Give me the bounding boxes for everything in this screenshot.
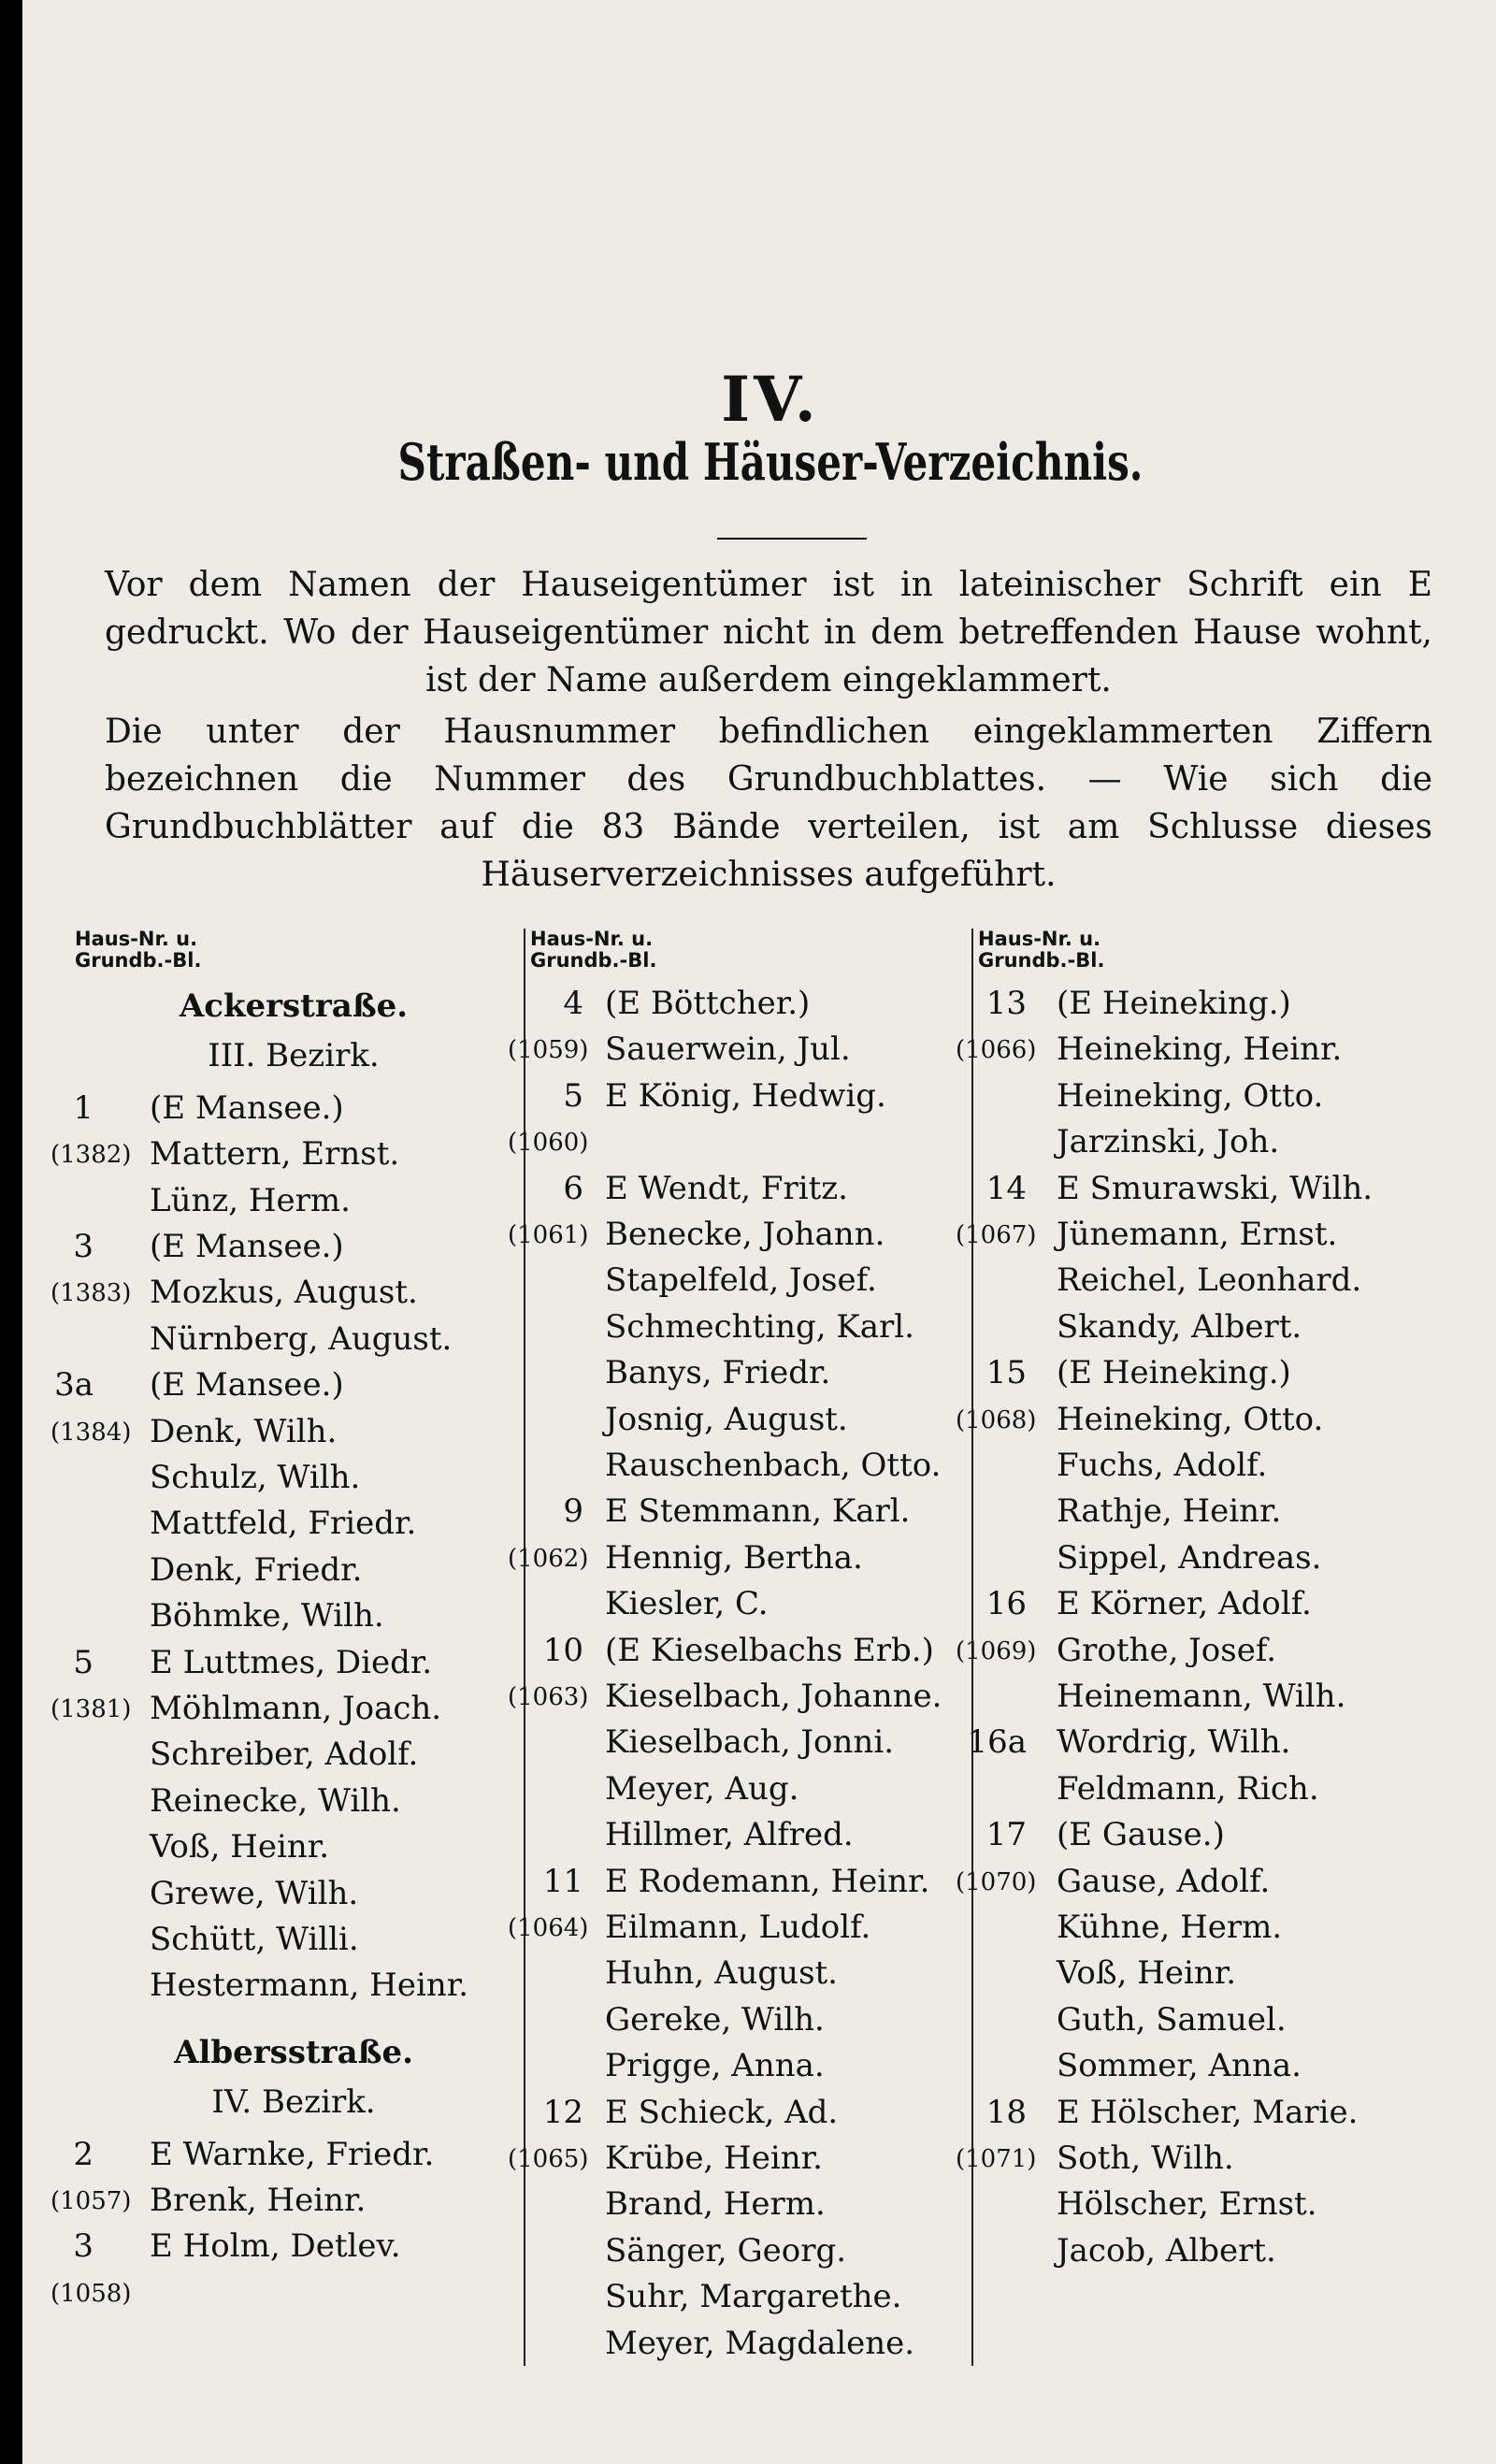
owner-name: Reichel, Leonhard. [1057, 1261, 1362, 1300]
house-number: 2 [73, 2135, 94, 2173]
directory-entry [22, 1354, 1496, 1399]
directory-entry [22, 1954, 1496, 1999]
owner-name: Josnig, August. [605, 1400, 848, 1438]
owner-name: E Rodemann, Heinr. [605, 1862, 930, 1900]
grundbuch-number: (1381) [50, 1695, 132, 1723]
house-number: 17 [985, 1816, 1027, 1854]
book-page [22, 0, 1496, 2464]
grundbuch-number: (1071) [956, 2145, 1037, 2173]
street-name: Ackerstraße. [179, 987, 409, 1025]
house-number: 12 [542, 2093, 583, 2131]
column-header-1 [75, 929, 201, 972]
house-number: 16 [985, 1585, 1027, 1623]
owner-name: Benecke, Johann. [605, 1216, 885, 1253]
district-label: III. Bezirk. [208, 1037, 380, 1075]
house-number: 18 [985, 2093, 1027, 2131]
owner-name: Schreiber, Adolf. [150, 1736, 419, 1774]
owner-name: Heinemann, Wilh. [1057, 1678, 1346, 1715]
owner-name: Rathje, Heinr. [1057, 1492, 1282, 1531]
owner-name: Böhmke, Wilh. [150, 1597, 384, 1635]
owner-name: Hölscher, Ernst. [1057, 2185, 1317, 2224]
column-header-line2: Grundb.-Bl. [530, 949, 657, 972]
column-header-line2: Grundb.-Bl. [978, 949, 1105, 972]
grundbuch-number: (1060) [508, 1129, 589, 1158]
directory-entry [22, 1308, 1496, 1353]
owner-name: Sänger, Georg. [605, 2231, 847, 2269]
owner-name: Grothe, Josef. [1057, 1631, 1277, 1669]
house-number: 10 [542, 1631, 583, 1669]
owner-name: E König, Hedwig. [605, 1076, 886, 1115]
intro-paragraph-2 [105, 708, 1432, 899]
intro-paragraph-1 [105, 561, 1432, 704]
grundbuch-number: (1057) [50, 2187, 132, 2215]
grundbuch-number: (1384) [50, 1418, 132, 1447]
owner-name: Mattern, Ernst. [150, 1135, 400, 1174]
owner-name: (E Mansee.) [150, 1228, 344, 1265]
owner-name: Sommer, Anna. [1057, 2047, 1302, 2085]
owner-name: Voß, Heinr. [150, 1828, 330, 1866]
house-number: 4 [563, 985, 583, 1022]
directory-entry [22, 1261, 1496, 1306]
column-header-line2: Grundb.-Bl. [75, 949, 202, 972]
grundbuch-number: (1058) [50, 2279, 132, 2308]
owner-name: Fuchs, Adolf. [1057, 1447, 1268, 1484]
owner-name: Gause, Adolf. [1057, 1862, 1271, 1900]
intro-text-2: Die unter der Hausnummer befindlichen eingeklammerten Ziffern bezeichnen die Nummer des Grundbuchblattes. — Wie sich die Grundbuchblätter auf die 83 Bände verteilen, ist am Schlusse dieses Häuserverzeichnisses aufgeführt. [105, 713, 1432, 894]
house-number: 5 [73, 1643, 94, 1681]
owner-name: Krübe, Heinr. [605, 2140, 823, 2177]
directory-entry [22, 2001, 1496, 2046]
owner-name: (E Mansee.) [150, 1366, 344, 1405]
owner-name: Huhn, August. [605, 1954, 838, 1993]
grundbuch-number: (1061) [508, 1221, 589, 1249]
house-number: 11 [542, 1862, 583, 1900]
owner-name: Mozkus, August. [150, 1274, 418, 1312]
owner-name: Sauerwein, Jul. [605, 1030, 851, 1069]
grundbuch-number: (1064) [508, 1914, 589, 1942]
directory-entry [22, 2047, 1496, 2092]
owner-name: Guth, Samuel. [1057, 2000, 1287, 2039]
house-number: 9 [563, 1492, 583, 1531]
owner-name: Heineking, Otto. [1057, 1076, 1324, 1115]
owner-name: Hennig, Bertha. [605, 1538, 863, 1577]
grundbuch-number: (1059) [508, 1036, 589, 1065]
owner-name: Heineking, Heinr. [1057, 1030, 1343, 1069]
page-title: Straßen- und Häuser-Verzeichnis. [397, 432, 1144, 492]
directory-entry [22, 1447, 1496, 1491]
grundbuch-number: (1383) [50, 1279, 132, 1308]
owner-name: Eilmann, Ludolf. [605, 1909, 871, 1946]
owner-name: Schulz, Wilh. [150, 1459, 361, 1496]
house-number: 6 [563, 1169, 583, 1207]
directory-entry [22, 1863, 1496, 1908]
grundbuch-number: (1067) [956, 1221, 1037, 1249]
column-header-line1: Haus-Nr. u. [978, 928, 1101, 950]
house-number: 15 [985, 1354, 1027, 1392]
directory-entry [22, 1492, 1496, 1537]
directory-entry [22, 1723, 1496, 1768]
owner-name: Kieselbach, Johanne. [605, 1678, 942, 1715]
owner-name: Soth, Wilh. [1057, 2140, 1234, 2177]
owner-name: Hestermann, Heinr. [150, 1967, 469, 2005]
directory-entry [22, 985, 1496, 1030]
directory-entry [22, 1770, 1496, 1815]
directory-entry [22, 2232, 1496, 2277]
street-name: Albersstraße. [174, 2033, 413, 2071]
owner-name: Suhr, Margarethe. [605, 2278, 902, 2316]
owner-name: Jarzinski, Joh. [1057, 1123, 1280, 1161]
title-rule [717, 538, 867, 540]
house-number: 14 [985, 1169, 1027, 1207]
house-number: 3a [54, 1366, 94, 1405]
owner-name: E Stemmann, Karl. [605, 1492, 911, 1531]
directory-entry [22, 1123, 1496, 1168]
owner-name: Banys, Friedr. [605, 1354, 831, 1392]
directory-entry [22, 2140, 1496, 2184]
owner-name: E Hölscher, Marie. [1057, 2093, 1359, 2131]
directory-entry [22, 1909, 1496, 1953]
owner-name: E Körner, Adolf. [1057, 1585, 1312, 1623]
owner-name: (E Mansee.) [150, 1088, 344, 1127]
directory-entry [22, 2094, 1496, 2139]
owner-name: Jacob, Albert. [1057, 2231, 1276, 2269]
owner-name: Denk, Friedr. [150, 1550, 363, 1589]
house-number: 1 [73, 1088, 94, 1127]
column-header-3 [978, 929, 1104, 972]
directory-entry [22, 2185, 1496, 2230]
intro-text-1: Vor dem Namen der Hauseigentümer ist in lateinischer Schrift ein E gedruckt. Wo der Hauseigentümer nicht in dem betreffenden Hause wohnt, ist der Name außerdem eingeklammert. [105, 566, 1432, 699]
column-header-line1: Haus-Nr. u. [75, 928, 198, 950]
owner-name: E Schieck, Ad. [605, 2093, 839, 2131]
owner-name: Skandy, Albert. [1057, 1307, 1302, 1346]
owner-name: Lünz, Herm. [150, 1181, 351, 1219]
grundbuch-number: (1066) [956, 1036, 1037, 1065]
house-number: 5 [563, 1076, 583, 1115]
owner-name: Jünemann, Ernst. [1057, 1216, 1338, 1253]
directory-entry [22, 1816, 1496, 1861]
owner-name: Brand, Herm. [605, 2185, 826, 2224]
owner-name: Reinecke, Wilh. [150, 1781, 401, 1820]
owner-name: E Smurawski, Wilh. [1057, 1169, 1374, 1207]
owner-name: Wordrig, Wilh. [1057, 1723, 1291, 1762]
owner-name: E Holm, Detlev. [150, 2227, 401, 2266]
grundbuch-number: (1062) [508, 1544, 589, 1573]
directory-entry [22, 1539, 1496, 1584]
owner-name: Heineking, Otto. [1057, 1400, 1324, 1438]
owner-name: Sippel, Andreas. [1057, 1538, 1322, 1577]
owner-name: E Wendt, Fritz. [605, 1169, 848, 1207]
owner-name: Rauschenbach, Otto. [605, 1447, 942, 1484]
owner-name: Feldmann, Rich. [1057, 1769, 1319, 1808]
district-label: IV. Bezirk. [211, 2083, 376, 2122]
owner-name: Brenk, Heinr. [150, 2182, 367, 2219]
owner-name: Hillmer, Alfred. [605, 1816, 854, 1854]
owner-name: Schmechting, Karl. [605, 1307, 914, 1346]
owner-name: Kieselbach, Jonni. [605, 1723, 895, 1762]
owner-name: Prigge, Anna. [605, 2047, 825, 2085]
directory-entry [22, 1077, 1496, 1122]
directory-entry [22, 1585, 1496, 1630]
owner-name: E Warnke, Friedr. [150, 2135, 435, 2173]
grundbuch-number: (1069) [956, 1636, 1037, 1665]
directory-entry [22, 1632, 1496, 1677]
owner-name: Meyer, Aug. [605, 1769, 799, 1808]
house-number: 13 [985, 985, 1027, 1022]
directory-entry [22, 2278, 1496, 2323]
owner-name: Grewe, Wilh. [150, 1874, 359, 1912]
owner-name: Voß, Heinr. [1057, 1954, 1237, 1993]
owner-name: (E Heineking.) [1057, 1354, 1291, 1392]
owner-name: Denk, Wilh. [150, 1412, 338, 1450]
house-number: 3 [73, 2227, 94, 2266]
column-header-2 [530, 929, 656, 972]
owner-name: Schütt, Willi. [150, 1921, 359, 1958]
directory-entry [22, 1170, 1496, 1215]
owner-name: Gereke, Wilh. [605, 2000, 825, 2039]
owner-name: (E Kieselbachs Erb.) [605, 1631, 934, 1669]
directory-entry [22, 2325, 1496, 2370]
chapter-number: IV. [721, 363, 820, 436]
owner-name: Stapelfeld, Josef. [605, 1261, 877, 1300]
owner-name: E Luttmes, Diedr. [150, 1643, 433, 1681]
grundbuch-number: (1068) [956, 1405, 1037, 1434]
column-header-line1: Haus-Nr. u. [530, 928, 654, 950]
owner-name: Kühne, Herm. [1057, 1909, 1283, 1946]
directory-entry [22, 1678, 1496, 1722]
owner-name: (E Böttcher.) [605, 985, 811, 1022]
house-number: 16a [967, 1723, 1027, 1762]
grundbuch-number: (1063) [508, 1683, 589, 1711]
owner-name: Möhlmann, Joach. [150, 1690, 442, 1727]
owner-name: (E Gause.) [1057, 1816, 1225, 1854]
directory-entry [22, 1401, 1496, 1446]
owner-name: Nürnberg, August. [150, 1319, 453, 1358]
grundbuch-number: (1065) [508, 2145, 589, 2173]
owner-name: (E Heineking.) [1057, 985, 1291, 1022]
house-number: 3 [73, 1228, 94, 1265]
directory-entry [22, 1216, 1496, 1261]
grundbuch-number: (1382) [50, 1141, 132, 1170]
owner-name: Mattfeld, Friedr. [150, 1505, 417, 1543]
directory-entry [22, 1030, 1496, 1075]
grundbuch-number: (1070) [956, 1867, 1037, 1896]
owner-name: Kiesler, C. [605, 1585, 769, 1623]
owner-name: Meyer, Magdalene. [605, 2324, 915, 2362]
